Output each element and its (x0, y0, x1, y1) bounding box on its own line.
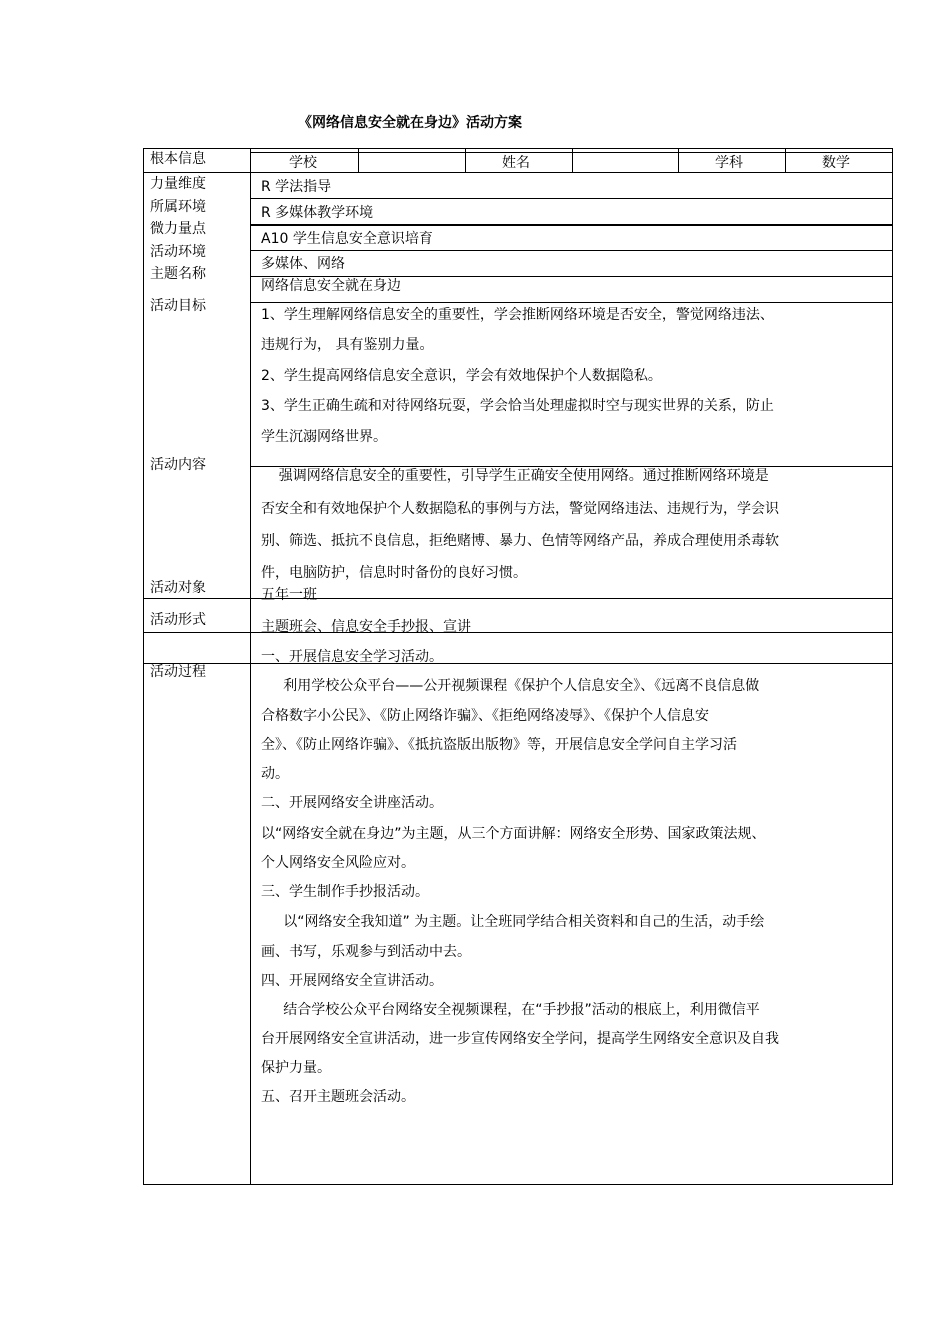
process-label: 活动过程 (150, 664, 206, 680)
table-border-left (143, 148, 144, 1185)
content-line: 强调网络信息安全的重要性，引导学生正确安全使用网络。通过推断网络环境是 (261, 468, 769, 484)
activity-env-value: 多媒体、网络 (261, 256, 345, 272)
document-title: 《网络信息安全就在身边》活动方案 (298, 115, 522, 131)
content-label: 活动内容 (150, 457, 206, 473)
subject-label: 学科 (715, 155, 743, 171)
audience-value: 五年一班 (261, 587, 317, 603)
activity-env-label: 活动环境 (150, 244, 206, 260)
row-line (143, 598, 893, 599)
row-line (250, 224, 893, 226)
goals-line: 1、学生理解网络信息安全的重要性，学会推断网络环境是否安全，警觉网络违法、 (261, 307, 774, 323)
name-label: 姓名 (502, 155, 530, 171)
row-line (143, 148, 893, 149)
row-line (250, 198, 893, 199)
content-line: 否安全和有效地保护个人数据隐私的事例与方法，警觉网络违法、违规行为，学会识 (261, 501, 779, 517)
row-line (250, 302, 893, 303)
goals-label: 活动目标 (150, 298, 206, 314)
row-line (143, 663, 893, 664)
row-line (143, 632, 893, 633)
theme-name-value: 网络信息安全就在身边 (261, 278, 401, 294)
process-line: 画、书写，乐观参与到活动中去。 (261, 944, 471, 960)
table-col-divider (250, 148, 251, 1185)
process-line: 一、开展信息安全学习活动。 (261, 649, 443, 665)
environment-label: 所属环境 (150, 199, 206, 215)
process-line: 二、开展网络安全讲座活动。 (261, 795, 443, 811)
process-line: 个人网络安全风险应对。 (261, 855, 415, 871)
ability-dimension-value: R 学法指导 (261, 179, 332, 195)
basic-info-label: 根本信息 (150, 151, 206, 167)
process-line: 以“网络安全我知道” 为主题。让全班同学结合相关资料和自己的生活，动手绘 (261, 914, 765, 930)
process-line: 保护力量。 (261, 1060, 331, 1076)
process-line: 结合学校公众平台网络安全视频课程，在“手抄报”活动的根底上，利用微信平 (261, 1002, 760, 1018)
process-line: 台开展网络安全宣讲活动，进一步宣传网络安全学问，提高学生网络安全意识及自我 (261, 1031, 779, 1047)
process-line: 动。 (261, 766, 289, 782)
form-value: 主题班会、信息安全手抄报、宣讲 (261, 619, 471, 635)
audience-label: 活动对象 (150, 580, 206, 596)
row-line (250, 466, 893, 467)
environment-value: R 多媒体教学环境 (261, 205, 374, 221)
process-line: 五、召开主题班会活动。 (261, 1089, 415, 1105)
table-border-right (892, 148, 893, 1185)
goals-line: 3、学生正确生疏和对待网络玩耍，学会恰当处理虚拟时空与现实世界的关系，防止 (261, 398, 774, 414)
goals-line: 2、学生提高网络信息安全意识，学会有效地保护个人数据隐私。 (261, 368, 662, 384)
school-label: 学校 (289, 155, 317, 171)
process-line: 四、开展网络安全宣讲活动。 (261, 973, 443, 989)
content-line: 件，电脑防护，信息时时备份的良好习惯。 (261, 565, 527, 581)
ability-dimension-label: 力量维度 (150, 176, 206, 192)
process-line: 以“网络安全就在身边”为主题，从三个方面讲解：网络安全形势、国家政策法规、 (261, 826, 766, 842)
process-line: 利用学校公众平台——公开视频课程《保护个人信息安全》、《远离不良信息做 (261, 678, 760, 694)
goals-line: 违规行为， 具有鉴别力量。 (261, 337, 434, 353)
goals-line: 学生沉溺网络世界。 (261, 429, 387, 445)
row-line (143, 172, 893, 173)
content-line: 别、筛选、抵抗不良信息，拒绝赌博、暴力、色情等网络产品，养成合理使用杀毒软 (261, 533, 779, 549)
process-line: 合格数字小公民》、《防止网络诈骗》、《拒绝网络凌辱》、《保护个人信息安 (261, 708, 709, 724)
row-line (250, 250, 893, 251)
table-border-bottom (143, 1184, 893, 1185)
form-label: 活动形式 (150, 612, 206, 628)
process-line: 全》、《防止网络诈骗》、《抵抗盗版出版物》等，开展信息安全学问自主学习活 (261, 737, 737, 753)
theme-name-label: 主题名称 (150, 266, 206, 282)
row-line (250, 152, 893, 153)
micro-point-label: 微力量点 (150, 221, 206, 237)
subject-value: 数学 (822, 155, 850, 171)
row-line (250, 276, 893, 277)
process-line: 三、学生制作手抄报活动。 (261, 884, 429, 900)
micro-point-value: A10 学生信息安全意识培育 (261, 231, 433, 247)
